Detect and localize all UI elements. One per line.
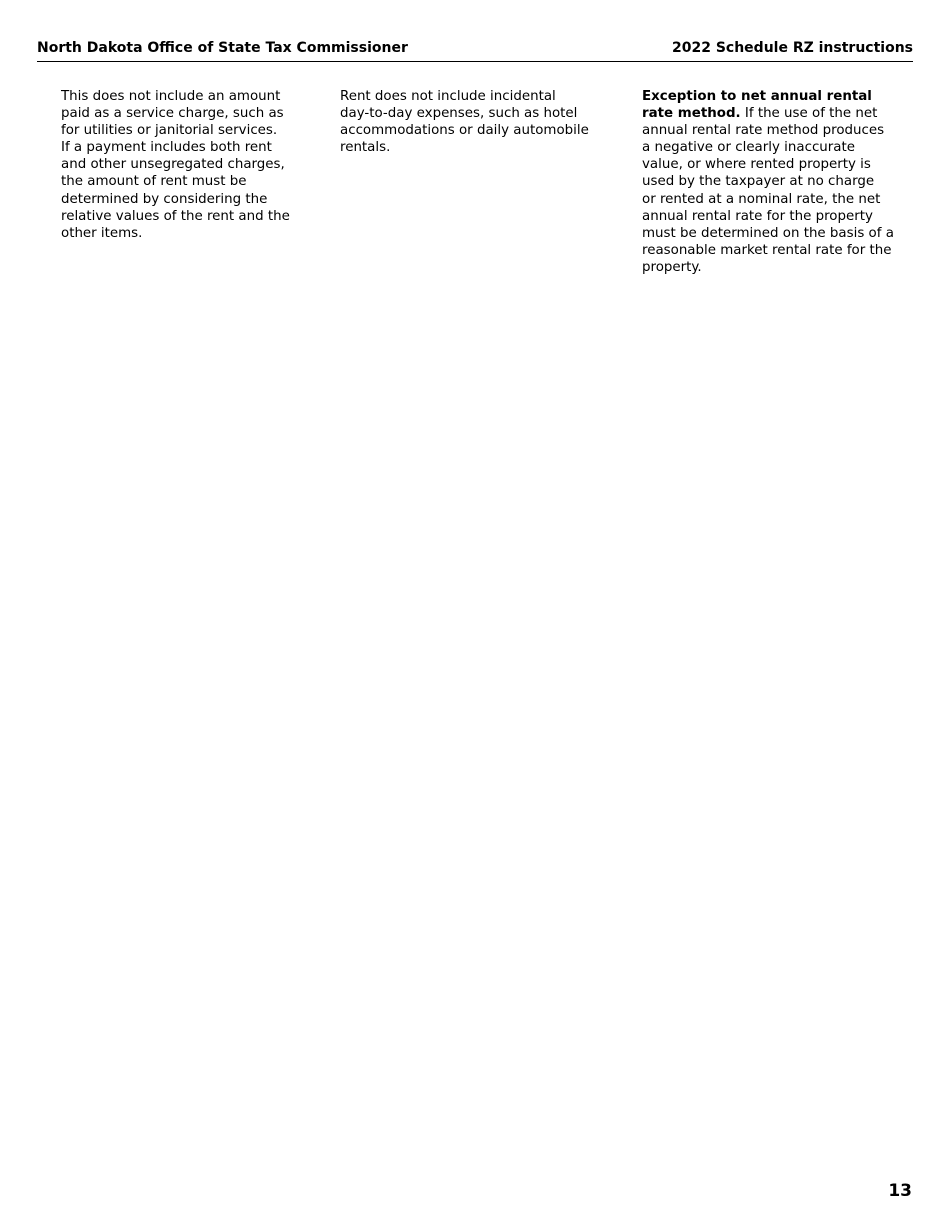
- text-column-3: [642, 88, 914, 276]
- agency-name: North Dakota Office of State Tax Commissioner: [37, 40, 408, 56]
- text-line: used by the taxpayer at no charge: [642, 174, 875, 190]
- text-line: for utilities or janitorial services.: [61, 123, 278, 139]
- text-line: must be determined on the basis of a: [642, 225, 894, 241]
- text-line: other items.: [61, 225, 143, 241]
- text-line: and other unsegregated charges,: [61, 157, 285, 173]
- text-line: If a payment includes both rent: [61, 140, 272, 156]
- text-line: relative values of the rent and the: [61, 208, 290, 224]
- page-number: 13: [888, 1181, 912, 1201]
- text-column-1: [61, 88, 311, 242]
- text-line: or rented at a nominal rate, the net: [642, 191, 881, 207]
- text-line: day-to-day expenses, such as hotel: [340, 106, 578, 122]
- text-line: the amount of rent must be: [61, 174, 247, 190]
- text-column-2: [340, 88, 610, 156]
- text-line: rentals.: [340, 140, 391, 156]
- section-heading-cont: rate method.: [642, 106, 741, 122]
- text-line: value, or where rented property is: [642, 157, 871, 173]
- text-line: Rent does not include incidental: [340, 89, 556, 104]
- text-line: annual rental rate method produces: [642, 123, 885, 139]
- section-heading: Exception to net annual rental: [642, 89, 872, 104]
- page-header: [37, 40, 913, 62]
- document-title: 2022 Schedule RZ instructions: [671, 40, 913, 56]
- text-line: accommodations or daily automobile: [340, 123, 589, 139]
- text-line: reasonable market rental rate for the: [642, 242, 892, 258]
- text-line: paid as a service charge, such as: [61, 106, 284, 122]
- text-line: property.: [642, 259, 702, 275]
- text-line: annual rental rate for the property: [642, 208, 873, 224]
- text-line: determined by considering the: [61, 191, 268, 207]
- text-line: This does not include an amount: [61, 89, 281, 104]
- text-line: a negative or clearly inaccurate: [642, 140, 855, 156]
- text-line: If the use of the net: [740, 106, 878, 122]
